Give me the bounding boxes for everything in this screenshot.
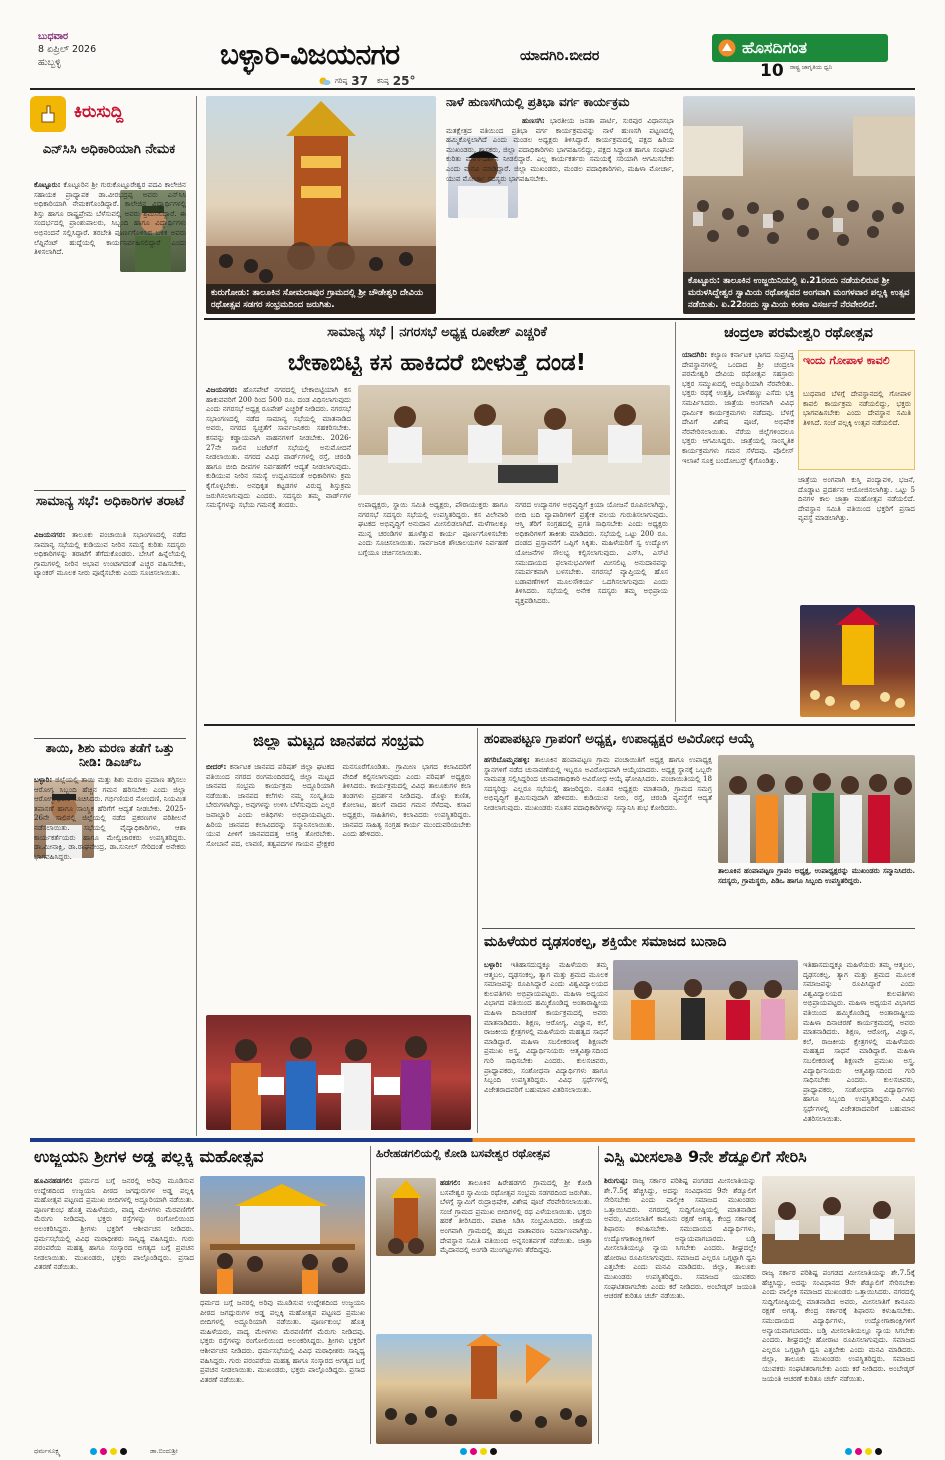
issue-city: ಹುಬ್ಬಳ್ಳಿ bbox=[38, 57, 61, 68]
mahila-rule bbox=[482, 928, 915, 929]
ujjayini-headline: ಉಜ್ಜಯನಿ ಶ್ರೀಗಳ ಅಡ್ಡ ಪಲ್ಲಕ್ಕಿ ಮಹೋತ್ಸವ bbox=[34, 1148, 264, 1166]
temp-min-label: ಕನಿಷ್ಠ bbox=[376, 76, 389, 85]
temp-min: 25° bbox=[392, 74, 416, 88]
brief1-body bbox=[34, 180, 186, 485]
masthead-date-block bbox=[38, 30, 158, 69]
brief3-body bbox=[34, 775, 186, 1170]
mahila-body-right bbox=[803, 960, 915, 1130]
brief3-place: ಬಳ್ಳಾರಿ: bbox=[34, 775, 53, 784]
hand-point-icon bbox=[36, 102, 60, 126]
esti-place: ಶಿರುಗುಪ್ಪ: bbox=[604, 1176, 628, 1185]
hampapattana-place: ಹಗರಿಬೊಮ್ಮನಹಳ್ಳಿ: bbox=[484, 755, 530, 764]
kirusuddi-badge bbox=[30, 96, 66, 132]
chandrala-text2: ಜಾತ್ರೆಯ ಅಂಗವಾಗಿ ಕುಸ್ತಿ ಪಂದ್ಯಾವಳಿ, ಭಜನೆ, ದೊಡ್ಡಾಟ ಪ್ರದರ್ಶನ ಆಯೋಜಿಸಲಾಗಿತ್ತು. ಒಟ್ಟು 5 ದಿನಗಳ ಕಾಲ ಜಾತ್ರಾ ಮಹೋತ್ಸವ ನಡೆಯಲಿದೆ. ದೇವಸ್ಥಾನ ಸಮಿತಿ ವತಿಯಿಂದ ಭಕ್ತರಿಗೆ ಪ್ರಸಾದ ವ್ಯವಸ್ಥೆ ಮಾಡಲಾಗಿತ್ತು. bbox=[798, 475, 915, 523]
chandrala-headline: ಚಂದ್ರಲಾ ಪರಮೇಶ್ವರಿ ರಥೋತ್ಸವ bbox=[724, 325, 873, 341]
brief1-text: ಕೊಟ್ಟೂರಿನ ಶ್ರೀ ಗುರುಕೊಟ್ಟೂರೇಶ್ವರ ಪದವಿ ಕಾಲೇಜಿನ ಸಹಾಯಕ ಪ್ರಾಧ್ಯಾಪಕ ಡಾ.ವೀರಭದ್ರಪ್ಪ ಅವರು ಎನ್‌ಸಿಸಿ ಅಧಿಕಾರಿಯಾಗಿ ನೇಮಕಗೊಂಡಿದ್ದಾರೆ. ಕಾಲೇಜಿನ ವಿದ್ಯಾರ್ಥಿಗಳಲ್ಲಿ ಶಿಸ್ತು ಹಾಗೂ ರಾಷ್ಟ್ರಪ್ರೇಮ ಬೆಳೆಸುವಲ್ಲಿ ಅವರು ಶ್ರಮಿಸಲಿದ್ದಾರೆ. ಈ ಸಂದರ್ಭದಲ್ಲಿ ಪ್ರಾಂಶುಪಾಲರು, ಸಿಬ್ಬಂದಿ ಹಾಗೂ ವಿದ್ಯಾರ್ಥಿಗಳು ಅಭಿನಂದನೆ ಸಲ್ಲಿಸಿದ್ದಾರೆ. ತರಬೇತಿ ಪೂರ್ಣಗೊಳಿಸಿದ ಬಳಿಕ ಅವರು ಲೆಫ್ಟಿನೆಂಟ್ ಹುದ್ದೆಯಲ್ಲಿ ಕಾರ್ಯನಿರ್ವಹಿಸಲಿದ್ದಾರೆ ಎಂದು ತಿಳಿಸಲಾಗಿದೆ. bbox=[34, 180, 186, 257]
lead-headline: ಬೇಕಾಬಿಟ್ಟಿ ಕಸ ಹಾಕಿದರೆ ಬೀಳುತ್ತೆ ದಂಡ! bbox=[287, 350, 587, 376]
weather-sun-icon bbox=[318, 76, 331, 86]
lead-col2 bbox=[358, 500, 508, 715]
brief2-place: ವಿಜಯನಗರ: bbox=[34, 530, 66, 539]
janapada-text: ಕರ್ನಾಟಕ ಜಾನಪದ ಪರಿಷತ್ ಜಿಲ್ಲಾ ಘಟಕದ ವತಿಯಿಂದ ನಗರದ ರಂಗಮಂದಿರದಲ್ಲಿ ಜಿಲ್ಲಾ ಮಟ್ಟದ ಜಾನಪದ ಸಂಭ್ರಮ ಕಾರ್ಯಕ್ರಮ ಅದ್ದೂರಿಯಾಗಿ ನಡೆಯಿತು. ಜಾನಪದ ಕಲೆಗಳು ನಮ್ಮ ಸಂಸ್ಕೃತಿಯ ಬೇರುಗಳಾಗಿದ್ದು, ಅವುಗಳನ್ನು ಉಳಿಸಿ ಬೆಳೆಸುವುದು ಎಲ್ಲರ ಜವಾಬ್ದಾರಿ ಎಂದು ಅತಿಥಿಗಳು ಅಭಿಪ್ರಾಯಪಟ್ಟರು. ಹಿರಿಯ ಜಾನಪದ ಕಲಾವಿದರನ್ನು ಸನ್ಮಾನಿಸಲಾಯಿತು. ಯುವ ಪೀಳಿಗೆ ಜಾನಪದದತ್ತ ಆಸಕ್ತಿ ತೋರಬೇಕು. ಸೋಬಾನೆ ಪದ, ಲಾವಣಿ, ತತ್ವಪದಗಳ ಗಾಯನ ಪ್ರೇಕ್ಷಕರ ಮನಸೂರೆಗೊಂಡಿತು. ಗ್ರಾಮೀಣ ಭಾಗದ ಕಲಾವಿದರಿಗೆ ವೇದಿಕೆ ಕಲ್ಪಿಸಲಾಗುವುದು ಎಂದು ಪರಿಷತ್ ಅಧ್ಯಕ್ಷರು ತಿಳಿಸಿದರು. ಕಾರ್ಯಕ್ರಮದಲ್ಲಿ ವಿವಿಧ ತಾಲೂಕುಗಳ ಕಲಾ ತಂಡಗಳು ಪ್ರದರ್ಶನ ನೀಡಿದವು. ಡೊಳ್ಳು ಕುಣಿತ, ಕೋಲಾಟ, ಹಲಗೆ ವಾದನ ಗಮನ ಸೆಳೆದವು. ಕಸಾಪ ಅಧ್ಯಕ್ಷರು, ಸಾಹಿತಿಗಳು, ಕಲಾವಿದರು ಉಪಸ್ಥಿತರಿದ್ದರು. ಜಾನಪದ ಸಾಹಿತ್ಯ ಸಂಗ್ರಹ ಕಾರ್ಯ ಮುಂದುವರಿಯಬೇಕು ಎಂದು ಹೇಳಿದರು. bbox=[206, 762, 471, 848]
lead-body5: ಮಹಿಳೆಯರಿಗೆ ಸ್ವ ಉದ್ಯೋಗ ಯೋಜನೆಗಳ ಸೌಲಭ್ಯ ಕಲ್ಪಿಸಲಾಗುವುದು. ಎಸ್‌ಸಿ, ಎಸ್‌ಟಿ ಸಮುದಾಯದ ಫಲಾನುಭವಿಗಳಿಗೆ ಮೀಸಲಿಟ್ಟ ಅನುದಾನವನ್ನು ಸಮರ್ಪಕವಾಗಿ ಬಳಸಬೇಕು. ನಗರಸಭೆ ವ್ಯಾಪ್ತಿಯಲ್ಲಿ ಹೊಸ ಬಡಾವಣೆಗಳಿಗೆ ಮೂಲಸೌಕರ್ಯ ಒದಗಿಸಲಾಗುವುದು ಎಂದು ತಿಳಿಸಿದರು. ಸಭೆಯಲ್ಲಿ ಅನೇಕ ಸದಸ್ಯರು ತಮ್ಮ ಅಭಿಪ್ರಾಯ ವ್ಯಕ್ತಪಡಿಸಿದರು. bbox=[515, 538, 668, 605]
janapada-award-photo bbox=[206, 1015, 471, 1130]
hunasagi-place: ಹುಣಸಗಿ: bbox=[522, 116, 545, 125]
press-meet-photo bbox=[762, 1176, 915, 1264]
chandrala-body2 bbox=[798, 475, 915, 600]
sub-edition: ಯಾದಗಿರಿ.ಬೀದರ bbox=[520, 48, 600, 64]
hirehadagali-headline: ಹಿರೇಹಡಗಲಿಯಲ್ಲಿ ಕೋಡಿ ಬಸವೇಶ್ವರ ರಥೋತ್ಸವ bbox=[376, 1148, 550, 1160]
hampapattana-text: ತಾಲೂಕಿನ ಹಂಪಾಪಟ್ಟಣ ಗ್ರಾಮ ಪಂಚಾಯಿತಿಗೆ ಅಧ್ಯಕ್ಷ ಹಾಗೂ ಉಪಾಧ್ಯಕ್ಷ ಸ್ಥಾನಗಳಿಗೆ ನಡೆದ ಚುನಾವಣೆಯಲ್ಲಿ ಇಬ್ಬರೂ ಅವಿರೋಧವಾಗಿ ಆಯ್ಕೆಯಾದರು. ಅಧ್ಯಕ್ಷ ಸ್ಥಾನಕ್ಕೆ ಒಬ್ಬರೇ ನಾಮಪತ್ರ ಸಲ್ಲಿಸಿದ್ದರಿಂದ ಚುನಾವಣಾಧಿಕಾರಿ ಅವಿರೋಧ ಆಯ್ಕೆ ಘೋಷಿಸಿದರು. ಪಂಚಾಯಿತಿಯಲ್ಲಿ 18 ಸದಸ್ಯರಿದ್ದು ಎಲ್ಲರೂ ಸಭೆಯಲ್ಲಿ ಹಾಜರಿದ್ದರು. ನೂತನ ಅಧ್ಯಕ್ಷರು ಮಾತನಾಡಿ, ಗ್ರಾಮದ ಸಮಗ್ರ ಅಭಿವೃದ್ಧಿಗೆ ಶ್ರಮಿಸುವುದಾಗಿ ಹೇಳಿದರು. ಕುಡಿಯುವ ನೀರು, ರಸ್ತೆ, ಚರಂಡಿ ವ್ಯವಸ್ಥೆಗೆ ಆದ್ಯತೆ ನೀಡಲಾಗುವುದು. ಮುಖಂಡರು ನೂತನ ಪದಾಧಿಕಾರಿಗಳನ್ನು ಸನ್ಮಾನಿಸಿ ಶುಭ ಕೋರಿದರು. bbox=[484, 755, 712, 812]
hampapattana-caption-text: ತಾಲೂಕಿನ ಹಂಪಾಪಟ್ಟಣ ಗ್ರಾಪಂ ಅಧ್ಯಕ್ಷ, ಉಪಾಧ್ಯಕ್ಷರನ್ನು ಮುಖಂಡರು ಸನ್ಮಾನಿಸಿದರು. ಸದಸ್ಯರು, ಗ್ರಾಮಸ್ಥರು, ಪಿಡಿಒ ಹಾಗೂ ಸಿಬ್ಬಂದಿ ಉಪಸ್ಥಿತರಿದ್ದರು. bbox=[718, 866, 915, 885]
brief2-body bbox=[34, 530, 186, 735]
mahila-text: ಇತಿಹಾಸದುದ್ದಕ್ಕೂ ಮಹಿಳೆಯರು ತಮ್ಮ ಆತ್ಮಬಲ, ದೃಢಸಂಕಲ್ಪ, ತ್ಯಾಗ ಮತ್ತು ಶ್ರಮದ ಮೂಲಕ ಸಮಾಜವನ್ನು ರೂಪಿಸಿದ್ದಾರೆ ಎಂದು ವಿಶ್ವವಿದ್ಯಾಲಯದ ಕುಲಪತಿಗಳು ಅಭಿಪ್ರಾಯಪಟ್ಟರು. ಮಹಿಳಾ ಅಧ್ಯಯನ ವಿಭಾಗದ ವತಿಯಿಂದ ಹಮ್ಮಿಕೊಂಡಿದ್ದ ಅಂತಾರಾಷ್ಟ್ರೀಯ ಮಹಿಳಾ ದಿನಾಚರಣೆ ಕಾರ್ಯಕ್ರಮದಲ್ಲಿ ಅವರು ಮಾತನಾಡಿದರು. ಶಿಕ್ಷಣ, ಆರೋಗ್ಯ, ವಿಜ್ಞಾನ, ಕಲೆ, ರಾಜಕೀಯ ಕ್ಷೇತ್ರಗಳಲ್ಲಿ ಮಹಿಳೆಯರು ಮಹತ್ವದ ಸಾಧನೆ ಮಾಡಿದ್ದಾರೆ. ಮಹಿಳಾ ಸಬಲೀಕರಣಕ್ಕೆ ಶಿಕ್ಷಣವೇ ಪ್ರಮುಖ ಅಸ್ತ್ರ. ವಿದ್ಯಾರ್ಥಿನಿಯರು ಆತ್ಮವಿಶ್ವಾಸದಿಂದ ಗುರಿ ಸಾಧಿಸಬೇಕು ಎಂದರು. ಕುಲಸಚಿವರು, ಪ್ರಾಧ್ಯಾಪಕರು, ಸಂಶೋಧನಾ ವಿದ್ಯಾರ್ಥಿಗಳು ಹಾಗೂ ಸಿಬ್ಬಂದಿ ಉಪಸ್ಥಿತರಿದ್ದರು. ವಿವಿಧ ಸ್ಪರ್ಧೆಗಳಲ್ಲಿ ವಿಜೇತರಾದವರಿಗೆ ಬಹುಮಾನ ವಿತರಿಸಲಾಯಿತು. bbox=[484, 960, 608, 1094]
ujjayini-text2: ಧರ್ಮದ ಬಗ್ಗೆ ಜನರಲ್ಲಿ ಅರಿವು ಮೂಡಿಸುವ ಉದ್ದೇಶದಿಂದ ಉಜ್ಜಯನಿ ಪೀಠದ ಜಗದ್ಗುರುಗಳ ಅಡ್ಡ ಪಲ್ಲಕ್ಕಿ ಮಹೋತ್ಸವ ಪಟ್ಟಣದ ಪ್ರಮುಖ ಬೀದಿಗಳಲ್ಲಿ ಅದ್ದೂರಿಯಾಗಿ ನಡೆಯಿತು. ಪೂರ್ಣಕುಂಭ ಹೊತ್ತ ಮಹಿಳೆಯರು, ವಾದ್ಯ ಮೇಳಗಳು ಮೆರವಣಿಗೆಗೆ ಮೆರುಗು ನೀಡಿದವು. ಭಕ್ತರು ರಸ್ತೆಗಳನ್ನು ರಂಗೋಲಿಯಿಂದ ಅಲಂಕರಿಸಿದ್ದರು. ಶ್ರೀಗಳು ಭಕ್ತರಿಗೆ ಆಶೀರ್ವಚನ ನೀಡಿದರು. ಧರ್ಮಸಭೆಯಲ್ಲಿ ವಿವಿಧ ಮಠಾಧೀಶರು ಸಾನ್ನಿಧ್ಯ ವಹಿಸಿದ್ದರು. ಗುರು ಪರಂಪರೆಯ ಮಹತ್ವ ಹಾಗೂ ಸಂಸ್ಕಾರದ ಅಗತ್ಯದ ಬಗ್ಗೆ ಪ್ರವಚನ ನೀಡಲಾಯಿತು. ಮುಖಂಡರು, ಭಕ್ತರು ಪಾಲ್ಗೊಂಡಿದ್ದರು. ಪ್ರಸಾದ ವಿತರಣೆ ನಡೆಯಿತು. bbox=[200, 1298, 365, 1384]
procession-photo-ujjayini bbox=[683, 96, 915, 314]
issue-date: 8 ಏಪ್ರಿಲ್ 2026 bbox=[38, 44, 97, 55]
chariot-photo-caption: ಕುರುಗೋಡು: ತಾಲೂಕಿನ ಸೋಮಲಾಪುರ ಗ್ರಾಮದಲ್ಲಿ ಶ್ರೀ ಚೌಡೇಶ್ವರಿ ದೇವಿಯ ರಥೋತ್ಸವ ಸಡಗರ ಸಂಭ್ರಮದಿಂದ ಜರುಗಿತು. bbox=[206, 284, 436, 314]
janapada-right-rule bbox=[477, 728, 478, 1133]
brand-tagline: ರಾಷ್ಟ್ರ ಜಾಗೃತಿಯ ಧ್ವನಿ bbox=[790, 64, 833, 71]
chandrala-place: ಯಾದಗಿರಿ: bbox=[682, 350, 708, 359]
hirehadagali-place: ಹಡಗಲಿ: bbox=[440, 1178, 461, 1187]
brief-divider-2 bbox=[34, 738, 186, 739]
registration-dots-3 bbox=[845, 1448, 882, 1455]
brief1-place: ಕೊಟ್ಟೂರು: bbox=[34, 180, 61, 189]
footer-mark: ಧರ್ಮಸೂಕ್ಷ್ಮ bbox=[34, 1447, 61, 1455]
chandrala-chariot-photo bbox=[800, 605, 915, 717]
mid-row-rule bbox=[204, 724, 915, 726]
page-number: 10 bbox=[760, 61, 784, 81]
chandrala-text: ಕಲ್ಯಾಣ ಕರ್ನಾಟಕ ಭಾಗದ ಸುಪ್ರಸಿದ್ಧ ದೇವಸ್ಥಾನಗಳಲ್ಲಿ ಒಂದಾದ ಶ್ರೀ ಚಂದ್ರಲಾ ಪರಮೇಶ್ವರಿ ದೇವಿಯ ರಥೋತ್ಸವ ಸಹಸ್ರಾರು ಭಕ್ತರ ಸಮ್ಮುಖದಲ್ಲಿ ಅದ್ದೂರಿಯಾಗಿ ನೆರವೇರಿತು. ಭಕ್ತರು ರಥಕ್ಕೆ ಉತ್ತತ್ತಿ, ಬಾಳೆಹಣ್ಣು ಎಸೆದು ಭಕ್ತಿ ಸಮರ್ಪಿಸಿದರು. ಜಾತ್ರೆಯ ಅಂಗವಾಗಿ ವಿವಿಧ ಧಾರ್ಮಿಕ ಕಾರ್ಯಕ್ರಮಗಳು ನಡೆದವು. ಬೆಳಗ್ಗೆ ದೇವಿಗೆ ವಿಶೇಷ ಪೂಜೆ, ಅಭಿಷೇಕ ನೆರವೇರಿಸಲಾಯಿತು. ನೆರೆಯ ಜಿಲ್ಲೆಗಳಿಂದಲೂ ಭಕ್ತರು ಆಗಮಿಸಿದ್ದರು. ಜಾತ್ರೆಯಲ್ಲಿ ಸಾಂಸ್ಕೃತಿಕ ಕಾರ್ಯಕ್ರಮಗಳು ಗಮನ ಸೆಳೆದವು. ಪೊಲೀಸ್ ಇಲಾಖೆ ಸೂಕ್ತ ಬಂದೋಬಸ್ತ್ ಕೈಗೊಂಡಿತ್ತು. bbox=[682, 350, 794, 465]
hampapattana-caption bbox=[718, 866, 915, 926]
janapada-body bbox=[206, 762, 471, 1012]
bottom-band bbox=[30, 1138, 915, 1142]
mahila-body bbox=[484, 960, 608, 1130]
masthead-rule bbox=[30, 88, 915, 90]
janapada-place: ಬೀದರ್: bbox=[206, 762, 227, 771]
gopala-box-title: ಇಂದು ಗೋಪಾಳ ಕಾವಲಿ bbox=[803, 355, 890, 367]
mahila-text-right: ಇತಿಹಾಸದುದ್ದಕ್ಕೂ ಮಹಿಳೆಯರು ತಮ್ಮ ಆತ್ಮಬಲ, ದೃಢಸಂಕಲ್ಪ, ತ್ಯಾಗ ಮತ್ತು ಶ್ರಮದ ಮೂಲಕ ಸಮಾಜವನ್ನು ರೂಪಿಸಿದ್ದಾರೆ ಎಂದು ವಿಶ್ವವಿದ್ಯಾಲಯದ ಕುಲಪತಿಗಳು ಅಭಿಪ್ರಾಯಪಟ್ಟರು. ಮಹಿಳಾ ಅಧ್ಯಯನ ವಿಭಾಗದ ವತಿಯಿಂದ ಹಮ್ಮಿಕೊಂಡಿದ್ದ ಅಂತಾರಾಷ್ಟ್ರೀಯ ಮಹಿಳಾ ದಿನಾಚರಣೆ ಕಾರ್ಯಕ್ರಮದಲ್ಲಿ ಅವರು ಮಾತನಾಡಿದರು. ಶಿಕ್ಷಣ, ಆರೋಗ್ಯ, ವಿಜ್ಞಾನ, ಕಲೆ, ರಾಜಕೀಯ ಕ್ಷೇತ್ರಗಳಲ್ಲಿ ಮಹಿಳೆಯರು ಮಹತ್ವದ ಸಾಧನೆ ಮಾಡಿದ್ದಾರೆ. ಮಹಿಳಾ ಸಬಲೀಕರಣಕ್ಕೆ ಶಿಕ್ಷಣವೇ ಪ್ರಮುಖ ಅಸ್ತ್ರ. ವಿದ್ಯಾರ್ಥಿನಿಯರು ಆತ್ಮವಿಶ್ವಾಸದಿಂದ ಗುರಿ ಸಾಧಿಸಬೇಕು ಎಂದರು. ಕುಲಸಚಿವರು, ಪ್ರಾಧ್ಯಾಪಕರು, ಸಂಶೋಧನಾ ವಿದ್ಯಾರ್ಥಿಗಳು ಹಾಗೂ ಸಿಬ್ಬಂದಿ ಉಪಸ್ಥಿತರಿದ್ದರು. ವಿವಿಧ ಸ್ಪರ್ಧೆಗಳಲ್ಲಿ ವಿಜೇತರಾದವರಿಗೆ ಬಹುಮಾನ ವಿತರಿಸಲಾಯಿತು. bbox=[803, 960, 915, 1123]
lead-body4: ನಗರದ ಉದ್ಯಾನಗಳ ಅಭಿವೃದ್ಧಿಗೆ ಕ್ರಿಯಾ ಯೋಜನೆ ರೂಪಿಸಲಾಗಿದ್ದು, ಬೀದಿ ಬದಿ ವ್ಯಾಪಾರಿಗಳಿಗೆ ಪ್ರತ್ಯೇಕ ವಲಯ ಗುರುತಿಸಲಾಗುವುದು. ಆಸ್ತಿ ತೆರಿಗೆ ಸಂಗ್ರಹದಲ್ಲಿ ಪ್ರಗತಿ ಸಾಧಿಸಬೇಕು ಎಂದು ಅಧ್ಯಕ್ಷರು ಅಧಿಕಾರಿಗಳಿಗೆ ತಾಕೀತು ಮಾಡಿದರು. ಸಭೆಯಲ್ಲಿ ಒಟ್ಟು 200 ರೂ. ದಂಡದ ಪ್ರಸ್ತಾವನೆಗೆ ಒಪ್ಪಿಗೆ ಸಿಕ್ಕಿತು. bbox=[515, 500, 668, 548]
registration-dots-2 bbox=[460, 1448, 497, 1455]
temp-max-label: ಗರಿಷ್ಠ bbox=[335, 76, 348, 85]
lead-body2: ನಗರದ ವಿವಿಧ ವಾರ್ಡ್‌ಗಳಲ್ಲಿ ರಸ್ತೆ, ಚರಂಡಿ ಹಾಗೂ ಬೀದಿ ದೀಪಗಳ ನಿರ್ವಹಣೆಗೆ ಆದ್ಯತೆ ನೀಡಲಾಗುವುದು. ಕುಡಿಯುವ ನೀರಿನ ಸಮಸ್ಯೆ ಉದ್ಭವಿಸದಂತೆ ಅಧಿಕಾರಿಗಳು ಕ್ರಮ ಕೈಗೊಳ್ಳಬೇಕು. ಅನಧಿಕೃತ ಕಟ್ಟಡಗಳ ವಿರುದ್ಧ ಶಿಸ್ತುಕ್ರಮ ಜರುಗಿಸಲಾಗುವುದು ಎಂದರು. ಸದಸ್ಯರು ತಮ್ಮ ವಾರ್ಡ್‌ಗಳ ಸಮಸ್ಯೆಗಳನ್ನು ಸಭೆಯ ಗಮನಕ್ಕೆ ತಂದರು. bbox=[206, 452, 351, 510]
left-column-rule bbox=[196, 96, 197, 1136]
footer-credit: ಡಾ.ಬಿಂದುಶ್ರೀ bbox=[150, 1447, 178, 1455]
lead-col3 bbox=[515, 500, 668, 715]
hirehadagali-text: ತಾಲೂಕಿನ ಹಿರೇಹಡಗಲಿ ಗ್ರಾಮದಲ್ಲಿ ಶ್ರೀ ಕೋಡಿ ಬಸವೇಶ್ವರ ಸ್ವಾಮಿಯ ರಥೋತ್ಸವ ಸಂಭ್ರಮ ಸಡಗರದಿಂದ ಜರುಗಿತು. ಬೆಳಗ್ಗೆ ಸ್ವಾಮಿಗೆ ರುದ್ರಾಭಿಷೇಕ, ವಿಶೇಷ ಪೂಜೆ ನೆರವೇರಿಸಲಾಯಿತು. ಸಂಜೆ ಗ್ರಾಮದ ಪ್ರಮುಖ ಬೀದಿಗಳಲ್ಲಿ ರಥ ಎಳೆಯಲಾಯಿತು. ಭಕ್ತರು ಹರಕೆ ತೀರಿಸಿದರು. ಪಟಾಕಿ ಸಿಡಿಸಿ ಸಂಭ್ರಮಿಸಿದರು. ಜಾತ್ರೆಯ ಅಂಗವಾಗಿ ಗ್ರಾಮದಲ್ಲಿ ಹಬ್ಬದ ವಾತಾವರಣ ನಿರ್ಮಾಣವಾಗಿತ್ತು. ದೇವಸ್ಥಾನ ಸಮಿತಿ ವತಿಯಿಂದ ಅನ್ನಸಂತರ್ಪಣೆ ನಡೆಯಿತು. ಜಾತ್ರಾ ಮೈದಾನದಲ್ಲಿ ಅಂಗಡಿ ಮುಂಗಟ್ಟುಗಳು ತೆರೆದಿದ್ದವು. bbox=[440, 1178, 592, 1255]
registration-dots-1 bbox=[90, 1448, 127, 1455]
esti-body2 bbox=[762, 1268, 915, 1444]
lead-place: ವಿಜಯನಗರ: bbox=[206, 385, 238, 394]
council-meeting-photo bbox=[358, 385, 670, 495]
hunasagi-headline: ನಾಳೆ ಹುಣಸಗಿಯಲ್ಲಿ ಪ್ರತಿಭಾ ವರ್ಗ ಕಾರ್ಯಕ್ರಮ bbox=[446, 96, 630, 109]
esti-text2: ರಾಜ್ಯ ಸರ್ಕಾರ ಪರಿಶಿಷ್ಟ ಪಂಗಡದ ಮೀಸಲಾತಿಯನ್ನು ಶೇ.7.5ಕ್ಕೆ ಹೆಚ್ಚಿಸಿದ್ದು, ಅದನ್ನು ಸಂವಿಧಾನದ 9ನೇ ಶೆಡ್ಯೂಲಿಗೆ ಸೇರಿಸಬೇಕು ಎಂದು ವಾಲ್ಮೀಕಿ ಸಮಾಜದ ಮುಖಂಡರು ಒತ್ತಾಯಿಸಿದರು. ನಗರದಲ್ಲಿ ಸುದ್ದಿಗೋಷ್ಠಿಯಲ್ಲಿ ಮಾತನಾಡಿದ ಅವರು, ಮೀಸಲಾತಿಗೆ ಕಾನೂನು ರಕ್ಷಣೆ ಅಗತ್ಯ. ಕೇಂದ್ರ ಸರ್ಕಾರಕ್ಕೆ ಶಿಫಾರಸು ಕಳುಹಿಸಬೇಕು. ಸಮುದಾಯದ ವಿದ್ಯಾರ್ಥಿಗಳು, ಉದ್ಯೋಗಾಕಾಂಕ್ಷಿಗಳಿಗೆ ಅನ್ಯಾಯವಾಗಬಾರದು. ಬಡ್ತಿ ಮೀಸಲಾತಿಯಲ್ಲೂ ನ್ಯಾಯ ಸಿಗಬೇಕು ಎಂದರು. ಶೀಘ್ರದಲ್ಲೇ ಹೋರಾಟ ರೂಪಿಸಲಾಗುವುದು. ಸಮಾಜದ ಎಲ್ಲರೂ ಒಗ್ಗಟ್ಟಾಗಿ ಧ್ವನಿ ಎತ್ತಬೇಕು ಎಂದು ಮನವಿ ಮಾಡಿದರು. ಜಿಲ್ಲಾ, ತಾಲೂಕು ಮುಖಂಡರು ಉಪಸ್ಥಿತರಿದ್ದರು. ಸಮಾಜದ ಯುವಕರು ಸಂಘಟಿತರಾಗಬೇಕು ಎಂದು ಕರೆ ನೀಡಿದರು. ಅಂಬೇಡ್ಕರ್ ಜಯಂತಿ ಆಚರಣೆ ಕುರಿತೂ ಚರ್ಚೆ ನಡೆಯಿತು. bbox=[762, 1268, 915, 1383]
esti-text: ರಾಜ್ಯ ಸರ್ಕಾರ ಪರಿಶಿಷ್ಟ ಪಂಗಡದ ಮೀಸಲಾತಿಯನ್ನು ಶೇ.7.5ಕ್ಕೆ ಹೆಚ್ಚಿಸಿದ್ದು, ಅದನ್ನು ಸಂವಿಧಾನದ 9ನೇ ಶೆಡ್ಯೂಲಿಗೆ ಸೇರಿಸಬೇಕು ಎಂದು ವಾಲ್ಮೀಕಿ ಸಮಾಜದ ಮುಖಂಡರು ಒತ್ತಾಯಿಸಿದರು. ನಗರದಲ್ಲಿ ಸುದ್ದಿಗೋಷ್ಠಿಯಲ್ಲಿ ಮಾತನಾಡಿದ ಅವರು, ಮೀಸಲಾತಿಗೆ ಕಾನೂನು ರಕ್ಷಣೆ ಅಗತ್ಯ. ಕೇಂದ್ರ ಸರ್ಕಾರಕ್ಕೆ ಶಿಫಾರಸು ಕಳುಹಿಸಬೇಕು. ಸಮುದಾಯದ ವಿದ್ಯಾರ್ಥಿಗಳು, ಉದ್ಯೋಗಾಕಾಂಕ್ಷಿಗಳಿಗೆ ಅನ್ಯಾಯವಾಗಬಾರದು. ಬಡ್ತಿ ಮೀಸಲಾತಿಯಲ್ಲೂ ನ್ಯಾಯ ಸಿಗಬೇಕು ಎಂದರು. ಶೀಘ್ರದಲ್ಲೇ ಹೋರಾಟ ರೂಪಿಸಲಾಗುವುದು. ಸಮಾಜದ ಎಲ್ಲರೂ ಒಗ್ಗಟ್ಟಾಗಿ ಧ್ವನಿ ಎತ್ತಬೇಕು ಎಂದು ಮನವಿ ಮಾಡಿದರು. ಜಿಲ್ಲಾ, ತಾಲೂಕು ಮುಖಂಡರು ಉಪಸ್ಥಿತರಿದ್ದರು. ಸಮಾಜದ ಯುವಕರು ಸಂಘಟಿತರಾಗಬೇಕು ಎಂದು ಕರೆ ನೀಡಿದರು. ಅಂಬೇಡ್ಕರ್ ಜಯಂತಿ ಆಚರಣೆ ಕುರಿತೂ ಚರ್ಚೆ ನಡೆಯಿತು. bbox=[604, 1176, 756, 1301]
bottom-rule-2 bbox=[598, 1146, 599, 1444]
hunasagi-text: ಭಾರತೀಯ ಜನತಾ ಪಾರ್ಟಿ, ಸುರಪುರ ವಿಧಾನಸಭಾ ಮತಕ್ಷೇತ್ರದ ವತಿಯಿಂದ ಪ್ರತಿಭಾ ವರ್ಗ ಕಾರ್ಯಕ್ರಮವನ್ನು ನಾಳೆ ಹುಣಸಗಿ ಪಟ್ಟಣದಲ್ಲಿ ಹಮ್ಮಿಕೊಳ್ಳಲಾಗಿದೆ ಎಂದು ಮಂಡಲ ಅಧ್ಯಕ್ಷರು ತಿಳಿಸಿದ್ದಾರೆ. ಕಾರ್ಯಕ್ರಮದಲ್ಲಿ ಪಕ್ಷದ ಹಿರಿಯ ಮುಖಂಡರು, ಶಾಸಕರು, ಜಿಲ್ಲಾ ಪದಾಧಿಕಾರಿಗಳು ಭಾಗವಹಿಸಲಿದ್ದು, ಪಕ್ಷದ ಸಿದ್ಧಾಂತ ಹಾಗೂ ಸಂಘಟನೆ ಕುರಿತು ಮಾರ್ಗದರ್ಶನ ನೀಡಲಿದ್ದಾರೆ. ಎಲ್ಲ ಕಾರ್ಯಕರ್ತರು ಸಮಯಕ್ಕೆ ಸರಿಯಾಗಿ ಆಗಮಿಸಬೇಕು ಎಂದು ಮನವಿ ಮಾಡಿದ್ದಾರೆ. ಜಿಲ್ಲಾ ಮುಖಂಡರು, ಮಂಡಲ ಪದಾಧಿಕಾರಿಗಳು, ಮಹಿಳಾ ಮೋರ್ಚಾ, ಯುವ ಮೋರ್ಚಾ ಸದಸ್ಯರು ಭಾಗವಹಿಸಬೇಕು. bbox=[446, 116, 674, 183]
brand-name: ಹೊಸದಿಗಂತ bbox=[742, 38, 807, 57]
procession-photo-caption: ಕೊಟ್ಟೂರು: ತಾಲೂಕಿನ ಉಜ್ಜಯಿನಿಯಲ್ಲಿ ಏ.21ರಂದು ನಡೆಯಲಿರುವ ಶ್ರೀ ಮರುಳಸಿದ್ದೇಶ್ವರ ಸ್ವಾಮಿಯ ರಥೋತ್ಸವದ ಅಂಗವಾಗಿ ಮಂಗಳವಾರ ಪಲ್ಲಕ್ಕಿ ಉತ್ಸವ ನಡೆಯಿತು. ಏ.22ರಂದು ಸ್ವಾಮಿಯ ಕಂಕಣ ವಿಸರ್ಜನೆ ನೆರವೇರಲಿದೆ. bbox=[683, 272, 915, 314]
ujjayini-text: ಧರ್ಮದ ಬಗ್ಗೆ ಜನರಲ್ಲಿ ಅರಿವು ಮೂಡಿಸುವ ಉದ್ದೇಶದಿಂದ ಉಜ್ಜಯನಿ ಪೀಠದ ಜಗದ್ಗುರುಗಳ ಅಡ್ಡ ಪಲ್ಲಕ್ಕಿ ಮಹೋತ್ಸವ ಪಟ್ಟಣದ ಪ್ರಮುಖ ಬೀದಿಗಳಲ್ಲಿ ಅದ್ದೂರಿಯಾಗಿ ನಡೆಯಿತು. ಪೂರ್ಣಕುಂಭ ಹೊತ್ತ ಮಹಿಳೆಯರು, ವಾದ್ಯ ಮೇಳಗಳು ಮೆರವಣಿಗೆಗೆ ಮೆರುಗು ನೀಡಿದವು. ಭಕ್ತರು ರಸ್ತೆಗಳನ್ನು ರಂಗೋಲಿಯಿಂದ ಅಲಂಕರಿಸಿದ್ದರು. ಶ್ರೀಗಳು ಭಕ್ತರಿಗೆ ಆಶೀರ್ವಚನ ನೀಡಿದರು. ಧರ್ಮಸಭೆಯಲ್ಲಿ ವಿವಿಧ ಮಠಾಧೀಶರು ಸಾನ್ನಿಧ್ಯ ವಹಿಸಿದ್ದರು. ಗುರು ಪರಂಪರೆಯ ಮಹತ್ವ ಹಾಗೂ ಸಂಸ್ಕಾರದ ಅಗತ್ಯದ ಬಗ್ಗೆ ಪ್ರವಚನ ನೀಡಲಾಯಿತು. ಮುಖಂಡರು, ಭಕ್ತರು ಪಾಲ್ಗೊಂಡಿದ್ದರು. ಪ್ರಸಾದ ವಿತರಣೆ ನಡೆಯಿತು. bbox=[34, 1176, 194, 1272]
brief-divider-1 bbox=[34, 490, 186, 491]
lead-body3: ಉಪಾಧ್ಯಕ್ಷರು, ಸ್ಥಾಯಿ ಸಮಿತಿ ಅಧ್ಯಕ್ಷರು, ಪೌರಾಯುಕ್ತರು ಹಾಗೂ ನಗರಸಭೆ ಸದಸ್ಯರು ಸಭೆಯಲ್ಲಿ ಉಪಸ್ಥಿತರಿದ್ದರು. ಕಸ ವಿಲೇವಾರಿ ಘಟಕದ ಅಭಿವೃದ್ಧಿಗೆ ಅನುದಾನ ಮೀಸಲಿಡಲಾಗಿದೆ. ಮಳೆಗಾಲಕ್ಕೂ ಮುನ್ನ ಚರಂಡಿಗಳ ಹೂಳೆತ್ತುವ ಕಾರ್ಯ ಪೂರ್ಣಗೊಳಿಸಬೇಕು ಎಂದು ಸೂಚಿಸಲಾಯಿತು. ಸಾರ್ವಜನಿಕ ಶೌಚಾಲಯಗಳ ನಿರ್ವಹಣೆ ಬಗ್ಗೆಯೂ ಚರ್ಚಿಸಲಾಯಿತು. bbox=[358, 500, 508, 557]
mahila-event-photo bbox=[613, 960, 798, 1040]
esti-headline: ಎಸ್ಟಿ ಮೀಸಲಾತಿ 9ನೇ ಶೆಡ್ಯೂಲಿಗೆ ಸೇರಿಸಿ bbox=[604, 1148, 807, 1166]
edition-title: ಬಳ್ಳಾರಿ-ವಿಜಯನಗರ bbox=[220, 38, 400, 71]
esti-body bbox=[604, 1176, 756, 1444]
brief3-title: ತಾಯಿ, ಶಿಶು ಮರಣ ತಡೆಗೆ ಒತ್ತು ನೀಡಿ: ಡಿಎಚ್‌ಒ bbox=[45, 742, 175, 769]
ujjayini-body2 bbox=[200, 1298, 365, 1444]
mahila-place: ಬಳ್ಳಾರಿ: bbox=[484, 960, 503, 969]
hampapattana-body bbox=[484, 755, 712, 925]
lead-col1 bbox=[206, 385, 351, 715]
temp-max: 37 bbox=[351, 74, 368, 88]
brief2-title: ಸಾಮಾನ್ಯ ಸಭೆ: ಅಧಿಕಾರಿಗಳ ತರಾಟೆ bbox=[35, 495, 185, 509]
bottom-rule-1 bbox=[370, 1146, 371, 1444]
ujjayini-place: ಹೂವಿನಹಡಗಲಿ: bbox=[34, 1176, 73, 1185]
janapada-headline: ಜಿಲ್ಲಾ ಮಟ್ಟದ ಜಾನಪದ ಸಂಭ್ರಮ bbox=[253, 732, 424, 750]
top-row-rule bbox=[204, 318, 915, 320]
basavesvara-chariot-photo bbox=[376, 1178, 436, 1256]
hirehadagali-body bbox=[440, 1178, 592, 1328]
lead-right-rule bbox=[675, 322, 676, 722]
kirusuddi-banner bbox=[30, 96, 190, 134]
lead-kicker: ಸಾಮಾನ್ಯ ಸಭೆ | ನಗರಸಭೆ ಅಧ್ಯಕ್ಷ ರೂಪೇಶ್ ಎಚ್ಚರಿಕೆ bbox=[327, 325, 547, 340]
brand-emblem-icon bbox=[718, 39, 736, 57]
brief3-text: ಜಿಲ್ಲೆಯಲ್ಲಿ ತಾಯಿ ಮತ್ತು ಶಿಶು ಮರಣ ಪ್ರಮಾಣ ತಗ್ಗಿಸಲು ಆರೋಗ್ಯ ಸಿಬ್ಬಂದಿ ಹೆಚ್ಚಿನ ಗಮನ ಹರಿಸಬೇಕು ಎಂದು ಜಿಲ್ಲಾ ಆರೋಗ್ಯಾಧಿಕಾರಿ ಸೂಚಿಸಿದರು. ಗರ್ಭಿಣಿಯರ ನೋಂದಣಿ, ನಿಯಮಿತ ತಪಾಸಣೆ ಹಾಗೂ ಸಾಂಸ್ಥಿಕ ಹೆರಿಗೆಗೆ ಆದ್ಯತೆ ನೀಡಬೇಕು. 2025-26ನೇ ಸಾಲಿನಲ್ಲಿ ಜಿಲ್ಲೆಯಲ್ಲಿ ನಡೆದ ಪ್ರಕರಣಗಳ ಪರಿಶೀಲನೆ ನಡೆಸಲಾಯಿತು. ಸಭೆಯಲ್ಲಿ ವೈದ್ಯಾಧಿಕಾರಿಗಳು, ಆಶಾ ಕಾರ್ಯಕರ್ತೆಯರು ಹಾಗೂ ಮೇಲ್ವಿಚಾರಕರು ಉಪಸ್ಥಿತರಿದ್ದರು. ಡಾ.ಮೀನಾಕ್ಷಿ, ಡಾ.ರಾಘವೇಂದ್ರ, ಡಾ.ಸುನೀಲ್ ಸೇರಿದಂತೆ ಅನೇಕರು ಭಾಗವಹಿಸಿದ್ದರು. bbox=[34, 775, 186, 861]
lead-body1: ಹೊಸಪೇಟೆ ನಗರದಲ್ಲಿ ಬೇಕಾಬಿಟ್ಟಿಯಾಗಿ ಕಸ ಹಾಕುವವರಿಗೆ 200 ರಿಂದ 500 ರೂ. ದಂಡ ವಿಧಿಸಲಾಗುವುದು ಎಂದು ನಗರಸಭೆ ಅಧ್ಯಕ್ಷ ರೂಪೇಶ್ ಎಚ್ಚರಿಕೆ ನೀಡಿದರು. ನಗರಸಭೆ ಸಭಾಂಗಣದಲ್ಲಿ ನಡೆದ ಸಾಮಾನ್ಯ ಸಭೆಯಲ್ಲಿ ಮಾತನಾಡಿದ ಅವರು, ನಗರದ ಸ್ವಚ್ಛತೆಗೆ ಸಾರ್ವಜನಿಕರು ಸಹಕರಿಸಬೇಕು. ಕಸವನ್ನು ಕಡ್ಡಾಯವಾಗಿ ವಾಹನಗಳಿಗೆ ನೀಡಬೇಕು. 2026-27ನೇ ಸಾಲಿನ ಬಜೆಟ್‌ಗೆ ಸಭೆಯಲ್ಲಿ ಅನುಮೋದನೆ ನೀಡಲಾಯಿತು. bbox=[206, 385, 351, 462]
hunasagi-body bbox=[446, 116, 674, 316]
masthead bbox=[0, 0, 945, 88]
weather-strip bbox=[318, 74, 415, 88]
brief2-text: ತಾಲೂಕು ಪಂಚಾಯಿತಿ ಸಭಾಂಗಣದಲ್ಲಿ ನಡೆದ ಸಾಮಾನ್ಯ ಸಭೆಯಲ್ಲಿ ಕುಡಿಯುವ ನೀರಿನ ಸಮಸ್ಯೆ ಕುರಿತು ಸದಸ್ಯರು ಅಧಿಕಾರಿಗಳನ್ನು ತರಾಟೆಗೆ ತೆಗೆದುಕೊಂಡರು. ಬೇಸಿಗೆ ಹಿನ್ನೆಲೆಯಲ್ಲಿ ಗ್ರಾಮಗಳಲ್ಲಿ ನೀರಿನ ಅಭಾವ ಉಂಟಾಗದಂತೆ ಎಚ್ಚರ ವಹಿಸಬೇಕು, ಟ್ಯಾಂಕರ್ ಮೂಲಕ ನೀರು ಪೂರೈಸಬೇಕು ಎಂದು ಸೂಚಿಸಲಾಯಿತು. bbox=[34, 530, 186, 578]
issue-day: ಬುಧವಾರ bbox=[38, 31, 69, 42]
hirehadagali-crowd-photo bbox=[376, 1334, 592, 1444]
ujjayini-palanquin-photo bbox=[200, 1176, 365, 1294]
ujjayini-body bbox=[34, 1176, 194, 1444]
brand-logo bbox=[712, 34, 888, 62]
chandrala-body bbox=[682, 350, 794, 720]
hampapattana-headline: ಹಂಪಾಪಟ್ಟಣ ಗ್ರಾಪಂಗೆ ಅಧ್ಯಕ್ಷ, ಉಪಾಧ್ಯಕ್ಷರ ಅವಿರೋಧ ಆಯ್ಕೆ bbox=[484, 732, 754, 747]
gopala-box bbox=[798, 350, 915, 470]
kirusuddi-label: ಕಿರುಸುದ್ದಿ bbox=[74, 102, 124, 122]
brief1-title: ಎನ್‌ಸಿಸಿ ಅಧಿಕಾರಿಯಾಗಿ ನೇಮಕ bbox=[42, 143, 176, 157]
hampapattana-felicitation-photo bbox=[718, 755, 915, 863]
chariot-photo-somalapura bbox=[206, 96, 436, 314]
gopala-box-body: ಬುಧವಾರ ಬೆಳಗ್ಗೆ ದೇವಸ್ಥಾನದಲ್ಲಿ ಗೋಪಾಳ ಕಾವಲಿ ಕಾರ್ಯಕ್ರಮ ನಡೆಯಲಿದ್ದು, ಭಕ್ತರು ಭಾಗವಹಿಸಬೇಕು ಎಂದು ದೇವಸ್ಥಾನ ಸಮಿತಿ ತಿಳಿಸಿದೆ. ಸಂಜೆ ಪಲ್ಲಕ್ಕಿ ಉತ್ಸವ ನಡೆಯಲಿದೆ. bbox=[803, 389, 911, 427]
mahila-headline: ಮಹಿಳೆಯರ ದೃಢಸಂಕಲ್ಪ, ಶಕ್ತಿಯೇ ಸಮಾಜದ ಬುನಾದಿ bbox=[484, 934, 727, 950]
